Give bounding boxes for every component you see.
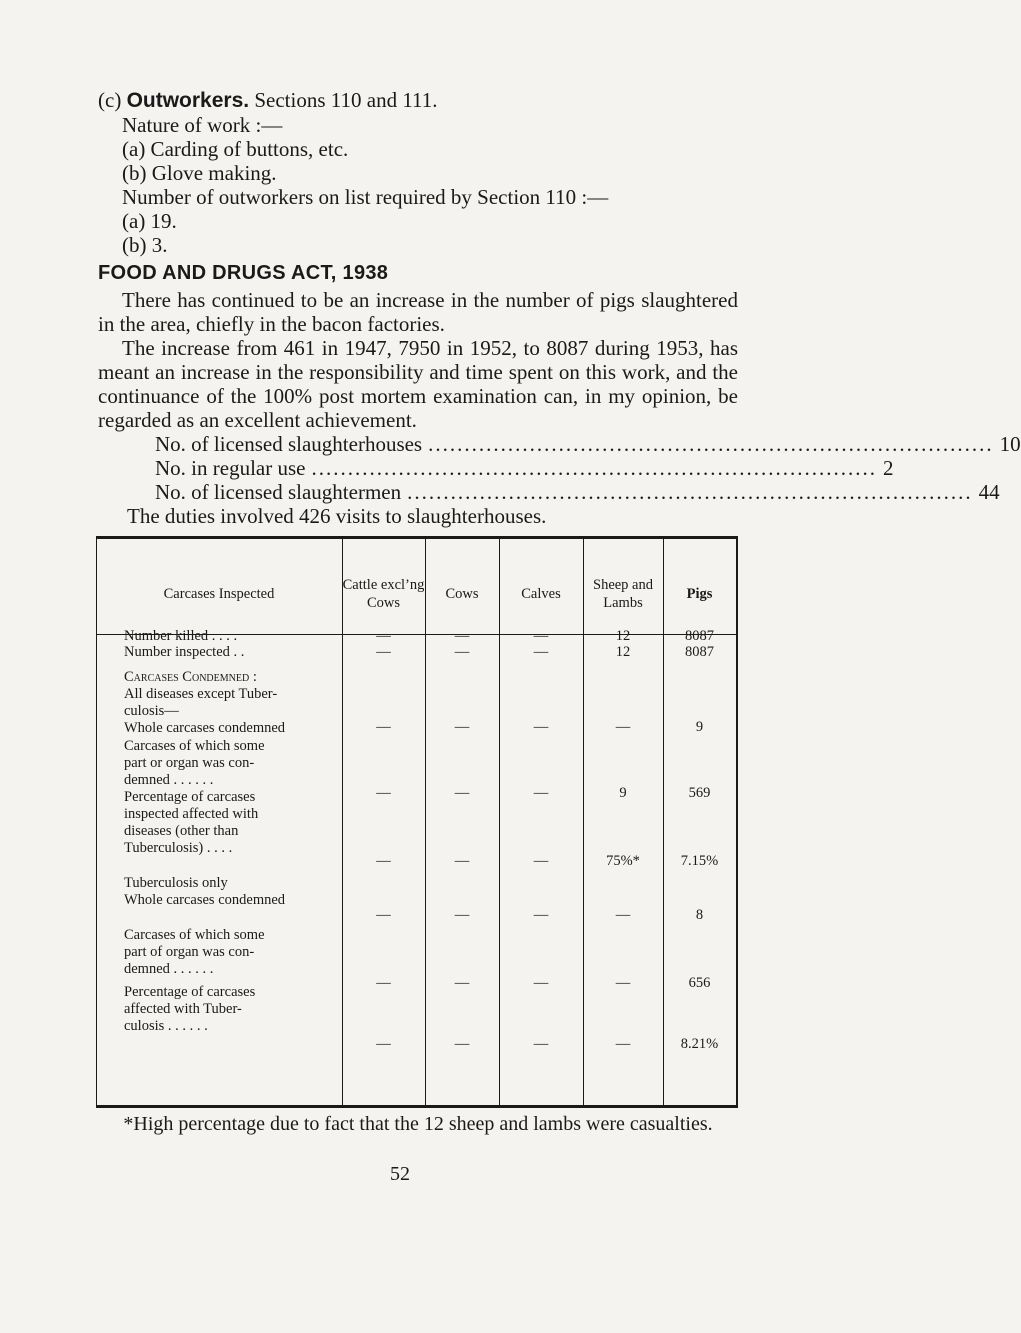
table-cell-cattle: —: [376, 628, 391, 644]
table-cell-pigs: 8.21%: [680, 1036, 719, 1052]
table-cell-calves: —: [533, 975, 549, 991]
stat-label: No. of licensed slaughtermen: [155, 480, 402, 504]
table-cell-sheep: 75%*: [606, 853, 640, 869]
stat-label: No. in regular use: [155, 456, 306, 480]
table-cell-calves: —: [533, 644, 549, 660]
table-cell-sheep: —: [615, 907, 631, 923]
table-cell-cows: —: [454, 907, 470, 923]
heading-bold: Outworkers.: [126, 89, 250, 112]
header-cows: Cows: [445, 586, 479, 602]
header-calves: Calves: [521, 586, 561, 602]
header-carcases: Carcases Inspected: [163, 586, 275, 602]
table-row-label: Percentage of carcases inspected affected with diseases (other than Tuberculosis) . . . .: [124, 789, 259, 856]
outworkers-heading: [98, 88, 438, 113]
table-cell-cattle: —: [376, 785, 391, 801]
paragraph-2: The increase from 461 in 1947, 7950 in 1952, to 8087 during 1953, has meant an increase in the responsibility and time spent on this work, and the continuance of the 100% post mortem examination can, in my opinion, be regarded as an excellent achievement.: [98, 336, 738, 432]
table-row-label: Carcases of which some part of organ was con- demned . . . . . .: [124, 927, 265, 977]
table-cell-sheep: —: [615, 1036, 631, 1052]
food-drugs-heading: FOOD AND DRUGS ACT, 1938: [98, 262, 389, 284]
page-number: 52: [390, 1163, 410, 1185]
number-line: Number of outworkers on list required by Section 110 :—: [122, 185, 609, 209]
header-cattle: Cattle excl’ng Cows: [342, 577, 425, 611]
table-cell-cattle: —: [376, 719, 391, 735]
item-a: (a) Carding of buttons, etc.: [122, 137, 349, 161]
table-cell-sheep: 12: [615, 644, 631, 660]
table-cell-sheep: 9: [619, 785, 627, 801]
table-cell-cows: —: [454, 1036, 470, 1052]
stat-row: No. in regular use .............................................................................. 2: [155, 456, 894, 480]
table-cell-sheep: 12: [615, 628, 631, 644]
table-cell-pigs: 569: [688, 785, 711, 801]
table-cell-cows: —: [454, 975, 470, 991]
stat-label: No. of licensed slaughterhouses: [155, 432, 423, 456]
table-cell-pigs: 8087: [685, 628, 714, 644]
heading-prefix: (c): [98, 88, 122, 112]
header-sheep: Sheep and Lambs: [593, 577, 653, 611]
table-cell-calves: —: [533, 907, 549, 923]
header-pigs: Pigs: [686, 586, 713, 602]
stat-row: No. of licensed slaughtermen .............................................................................. 44: [155, 480, 1000, 504]
footnote: *High percentage due to fact that the 12 sheep and lambs were casualties.: [123, 1113, 713, 1135]
duties-line: The duties involved 426 visits to slaughterhouses.: [127, 504, 547, 528]
table-cell-calves: —: [533, 785, 549, 801]
table-cell-cows: —: [454, 719, 470, 735]
table-cell-cattle: —: [376, 907, 391, 923]
table-cell-pigs: 7.15%: [680, 853, 719, 869]
table-cell-pigs: 8087: [685, 644, 714, 660]
stat-row: No. of licensed slaughterhouses .............................................................................. 10: [155, 432, 1021, 456]
nature-label: Nature of work :—: [122, 113, 283, 137]
table-cell-calves: —: [533, 719, 549, 735]
table-cell-calves: —: [533, 853, 549, 869]
carcases-table: [96, 536, 738, 1108]
paragraph-1: There has continued to be an increase in the number of pigs slaughtered in the area, chiefly in the bacon factories.: [98, 288, 738, 336]
table-cell-sheep: —: [615, 719, 631, 735]
count-a: (a) 19.: [122, 209, 177, 233]
table-cell-pigs: 8: [695, 907, 704, 923]
table-cell-cattle: —: [376, 975, 391, 991]
table-cell-cows: —: [454, 628, 470, 644]
table-cell-pigs: 656: [688, 975, 711, 991]
table-row-label: Percentage of carcases affected with Tuber- culosis . . . . . .: [124, 984, 256, 1034]
table-row-label: Carcases Condemned : All diseases except Tuber- culosis— Whole carcases condemned: [124, 669, 286, 736]
table-cell-cows: —: [454, 644, 470, 660]
table-cell-cattle: —: [376, 853, 391, 869]
table-row-label: Carcases of which some part or organ was con- demned . . . . . .: [124, 738, 265, 788]
heading-rest: Sections 110 and 111.: [254, 88, 438, 112]
table-cell-pigs: 9: [695, 719, 704, 735]
stat-value: 44: [978, 480, 1000, 504]
table-cell-sheep: —: [615, 975, 631, 991]
table-cell-cows: —: [454, 853, 470, 869]
stat-value: 2: [882, 456, 894, 480]
table-row-label: Number killed . . . .: [124, 628, 238, 644]
table-cell-cattle: —: [376, 1036, 391, 1052]
stat-value: 10: [999, 432, 1021, 456]
table-cell-cattle: —: [376, 644, 391, 660]
table-row-label: Tuberculosis only Whole carcases condemned: [124, 875, 286, 908]
table-cell-calves: —: [533, 1036, 549, 1052]
item-b: (b) Glove making.: [122, 161, 277, 185]
count-b: (b) 3.: [122, 233, 168, 257]
table-row-label: Number inspected . .: [124, 644, 245, 660]
table-cell-cows: —: [454, 785, 470, 801]
table-cell-calves: —: [533, 628, 549, 644]
